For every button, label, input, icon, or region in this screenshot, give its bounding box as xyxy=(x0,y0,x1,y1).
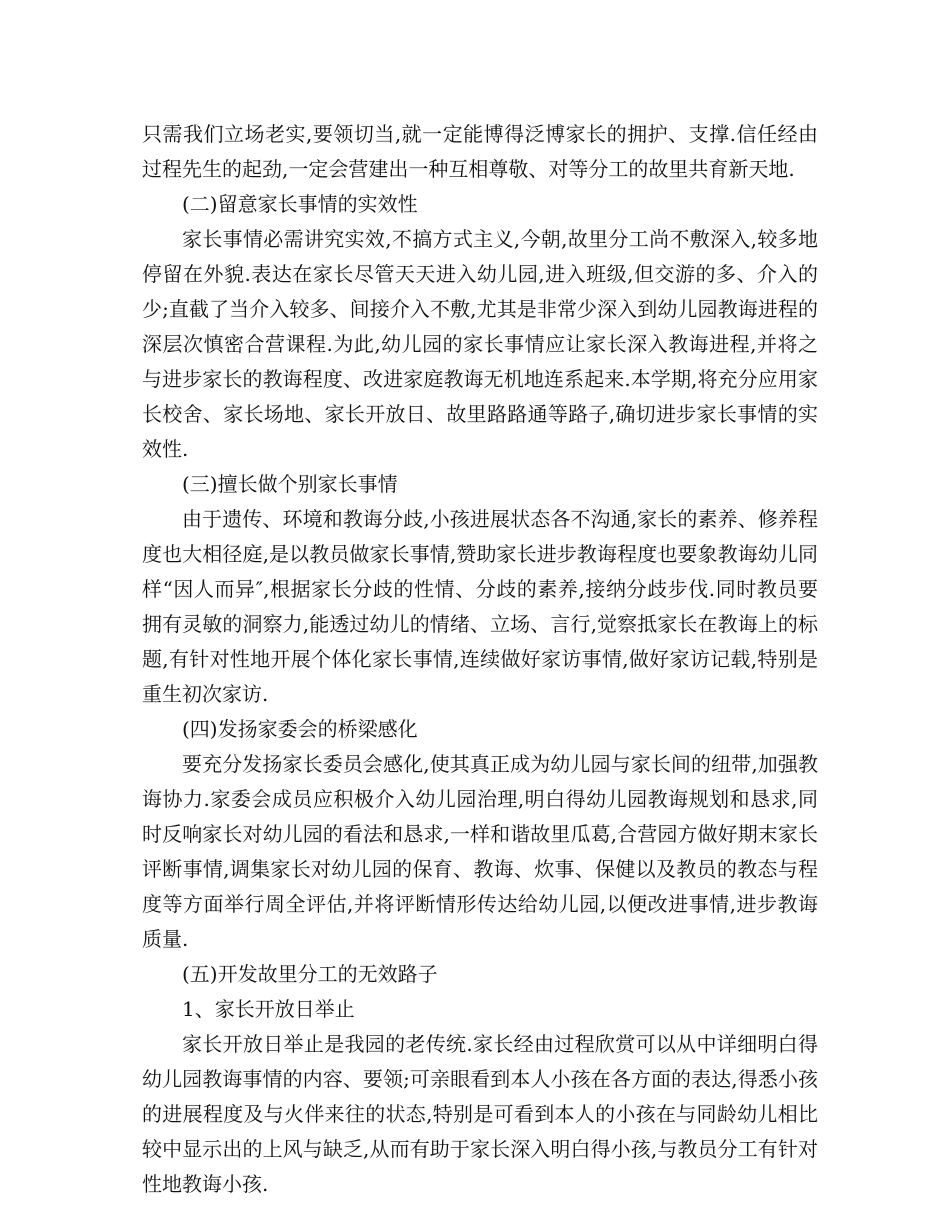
paragraph-effectiveness: 家长事情必需讲究实效,不搞方式主义,今朝,故里分工尚不敷深入,较多地停留在外貌.表达在家长尽管天天进入幼儿园,进入班级,但交游的多、介入的少;直截了当介入较多、间接介入不敷,尤其是非常少深入到幼儿园教诲进程的深层次慎密合营课程.为此,幼儿园的家长事情应让家长深入教诲进程,并将之与进步家长的教诲程度、改进家庭教诲无机地连系起来.本学期,将充分应用家长校舍、家长场地、家长开放日、故里路路通等路子,确切进步家长事情的实效性. xyxy=(142,227,818,461)
section-heading-4: (四)发扬家委会的桥梁感化 xyxy=(182,717,418,741)
section-heading-2: (二)留意家长事情的实效性 xyxy=(182,192,418,216)
paragraph-open-day: 家长开放日举止是我园的老传统.家长经由过程欣赏可以从中详细明白得幼儿园教诲事情的内容、要领;可亲眼看到本人小孩在各方面的表达,得悉小孩的进展程度及与火伴来往的状态,特别是可看到本人的小孩在与同龄幼儿相比较中显示出的上风与缺乏,从而有助于家长深入明白得小孩,与教员分工有针对性地教诲小孩. xyxy=(142,1032,818,1196)
section-heading-5: (五)开发故里分工的无效路子 xyxy=(182,962,438,986)
document-body xyxy=(142,117,818,1202)
subsection-heading-1: 1、家长开放日举止 xyxy=(182,997,355,1021)
paragraph-individual-work: 由于遗传、环境和教诲分歧,小孩进展状态各不沟通,家长的素养、修养程度也大相径庭,是以教员做家长事情,赞助家长进步教诲程度也要象教诲幼儿同样“因人而异″,根据家长分歧的性情、分歧的素养,接纳分歧步伐.同时教员要拥有灵敏的洞察力,能透过幼儿的情绪、立场、言行,觉察抵家长在教诲上的标题,有针对性地开展个体化家长事情,连续做好家访事情,做好家访记载,特别是重生初次家访. xyxy=(142,507,818,706)
paragraph-committee: 要充分发扬家长委员会感化,使其真正成为幼儿园与家长间的纽带,加强教诲协力.家委会成员应积极介入幼儿园治理,明白得幼儿园教诲规划和恳求,同时反响家长对幼儿园的看法和恳求,一样和谐故里瓜葛,合营园方做好期末家长评断事情,调集家长对幼儿园的保育、教诲、炊事、保健以及教员的教态与程度等方面举行周全评估,并将评断情形传达给幼儿园,以便改进事情,进步教诲质量. xyxy=(142,752,818,951)
paragraph-intro: 只需我们立场老实,要领切当,就一定能博得泛博家长的拥护、支撑.信任经由过程先生的起劲,一定会营建出一种互相尊敬、对等分工的故里共育新天地. xyxy=(142,122,818,181)
section-heading-3: (三)擅长做个别家长事情 xyxy=(182,472,398,496)
